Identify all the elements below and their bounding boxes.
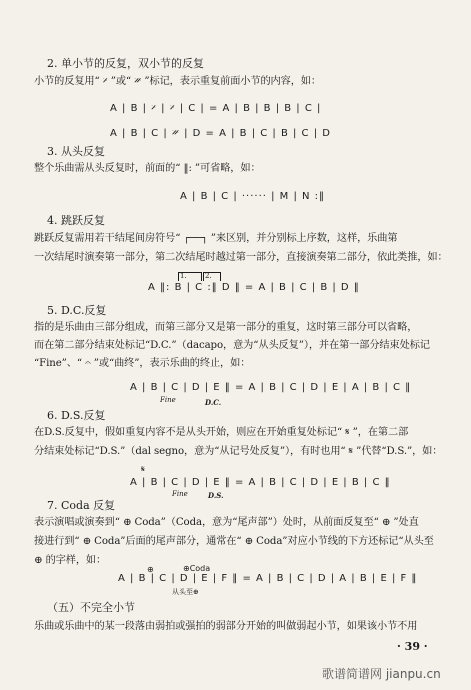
section-7-title: 7. Coda 反复 [47,499,116,512]
section-5-title: 5. D.C.反复 [47,304,107,317]
section-2-text: 小节的反复用“ 𝄎 ”或“ 𝄏 ”标记，表示重复前面小节的内容，如： [34,76,321,87]
segno-sign: 𝄋 [141,465,145,475]
volta-label-1: 1. [180,272,187,280]
section-3-text: 整个乐曲需从头反复时，前面的“ ‖: ”可省略，如： [34,163,261,174]
section-4-example: A ‖: B | C :‖ D ‖ = A | B | C | B | D ‖ [148,282,360,293]
section-7-text-2: 接进行到“ ⊕ Coda”后面的尾声部分，通常在“ ⊕ Coda”对应小节线的下方还标记“从头至 [34,536,434,547]
coda-under-label: 从头至⊕ [172,588,199,596]
section-4-title: 4. 跳跃反复 [47,214,105,227]
section-5-text-2: 而在第二部分结束处标记“D.C.”（dacapo，意为“从头反复”），并在第一部分结束处标记 [34,340,430,351]
section-2-title: 2. 单小节的反复，双小节的反复 [47,57,204,70]
section-7-text-3: ⊕ 的字样，如： [34,555,107,566]
section-4-text-2: 一次结尾时演奏第一部分，第二次结尾时越过第一部分，直接演奏第二部分，依此类推，如： [34,252,448,263]
section-5-text-3: “Fine”、“ 𝄐 ”或“曲终”，表示乐曲的终止，如： [34,358,251,369]
coda-label: ⊕Coda [183,564,211,573]
section-4-text-1: 跳跃反复需用若干结尾间房符号“ ┌──┐ ”来区别，并分别标上序数，这样，乐曲第 [34,233,398,244]
volta-label-2: 2. [205,272,212,280]
watermark-text: 歌谱简谱网 jianpu.cn [322,667,441,681]
coda-sign-top: ⊕ [147,565,154,574]
section-incomplete-text: 乐曲或乐曲中的某一段落由弱拍或强拍的弱部分开始的叫做弱起小节，如果该小节不用 [34,621,418,632]
dc-label: D.C. [205,398,222,407]
section-6-text-1: 在D.S.反复中，假如重复内容不是从头开始，则应在开始重复处标记“ 𝄋 ”，在第二部 [34,427,409,438]
section-2-example-2: A | B | C | 𝄏 | D = A | B | C | B | C | D [110,128,331,139]
section-6-example: A | B | C | D | E ‖ = A | B | C | D | E | B | C ‖ [130,477,391,488]
section-3-example: A | B | C | ······ | M | N :‖ [180,191,326,202]
section-5-example: A | B | C | D | E ‖ = A | B | C | D | E | A | B | C ‖ [130,382,412,393]
section-5-incomplete-title: （五）不完全小节 [47,601,135,614]
fine-label-2: Fine [172,490,188,498]
ds-label: D.S. [208,491,224,500]
page-number: · 39 · [397,640,428,653]
section-6-title: 6. D.S.反复 [47,409,106,422]
section-3-title: 3. 从头反复 [47,145,105,158]
section-7-text-1: 表示演唱或演奏到“ ⊕ Coda”（Coda，意为“尾声部”）处时，从前面反复至“ ⊕ ”处直 [34,517,419,528]
section-5-text-1: 指的是乐曲由三部分组成，而第三部分又是第一部分的重复，这时第三部分可以省略， [34,322,418,333]
section-2-example-1: A | B | 𝄎 | 𝄎 | C | = A | B | B | B | C | [110,103,322,114]
fine-label: Fine [160,396,176,404]
section-7-example: A | B | C | D | E | F ‖ = A | B | C | D | A | B | E | F ‖ [118,573,418,584]
section-6-text-2: 分结束处标记“D.S.”（dal segno，意为“从记号处反复”），有时也用“ 𝄋 ”代替“D.S.”，如： [34,446,443,457]
